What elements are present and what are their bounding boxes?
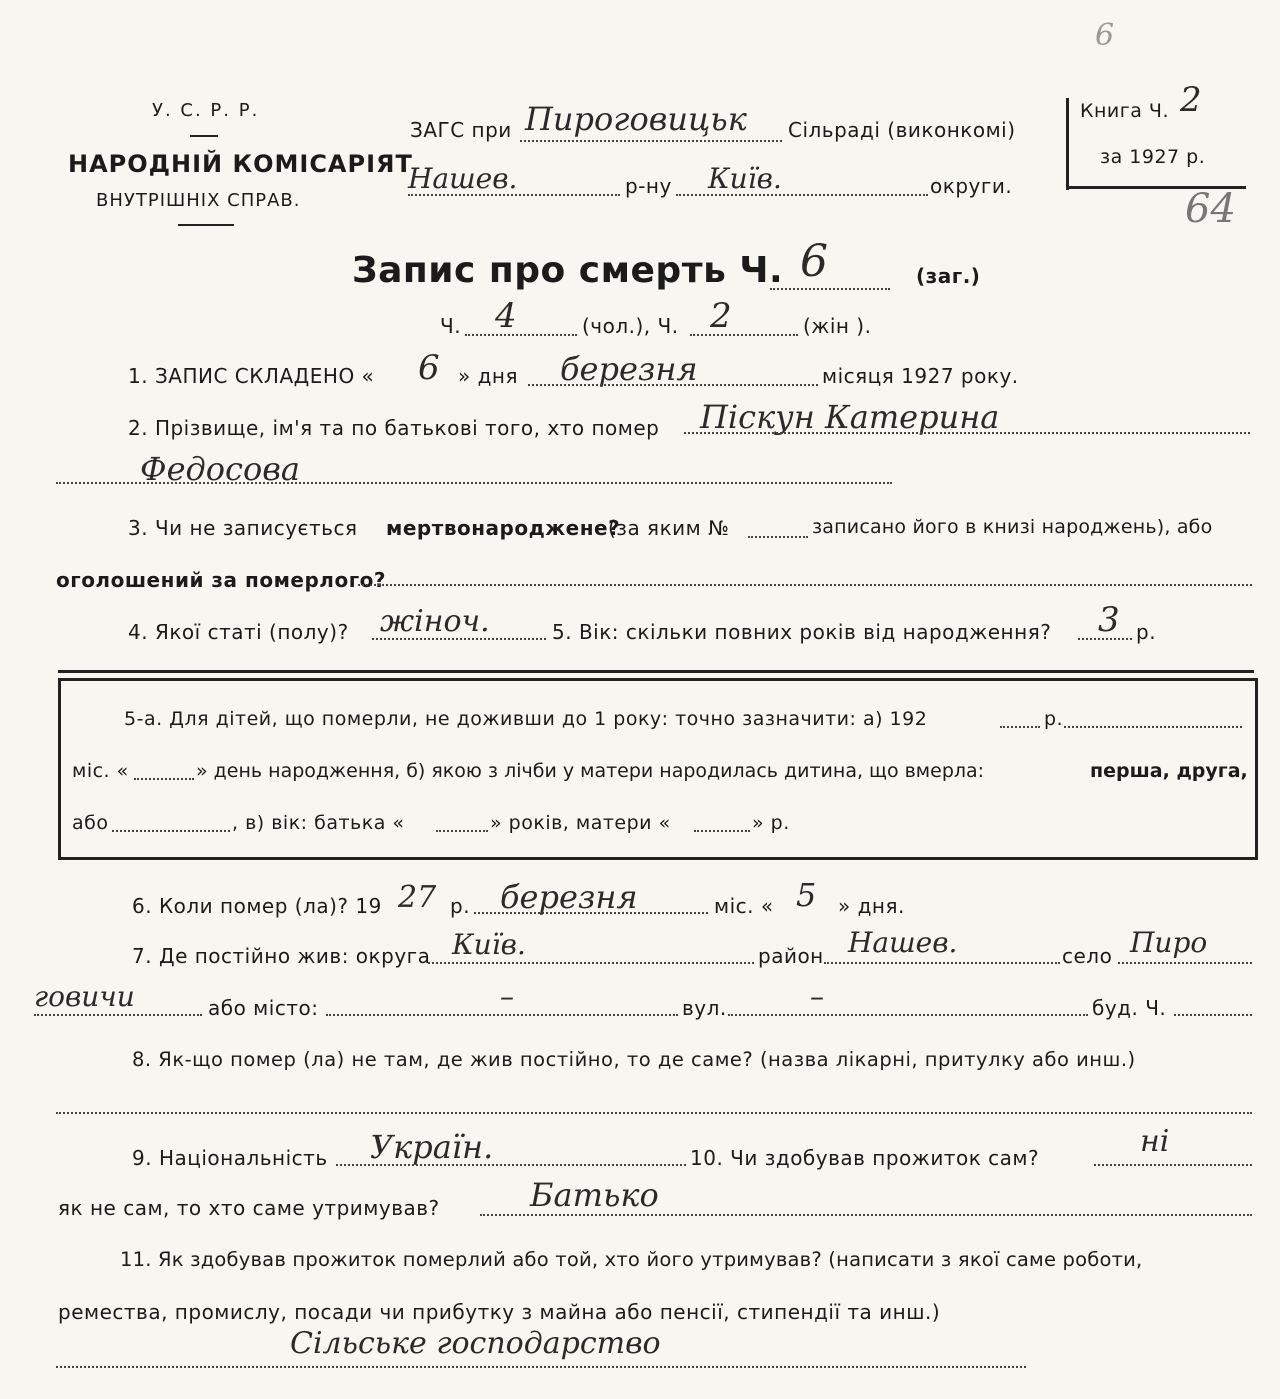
- fill-line: [480, 1214, 1252, 1216]
- fill-line: [684, 432, 1250, 434]
- book-year: за 1927 р.: [1100, 146, 1206, 168]
- q1-month: березня: [560, 350, 698, 388]
- fill-line: [770, 288, 890, 290]
- page-note: 64: [1185, 186, 1236, 232]
- q1-mid: » дня: [458, 364, 519, 388]
- q5a-line1-end: р.: [1044, 708, 1064, 730]
- commissariat-title: НАРОДНІЙ КОМІСАРІЯТ: [68, 150, 413, 178]
- residence-street: –: [810, 980, 824, 1013]
- q4-label: 4. Якої статі (полу)?: [128, 620, 349, 644]
- q3-text-a: 3. Чи не записується: [128, 516, 358, 540]
- record-title: Запис про смерть Ч.: [352, 250, 784, 291]
- divider: [190, 135, 218, 137]
- raion-value: Нашев.: [408, 162, 518, 195]
- q7-selo-label: село: [1062, 944, 1113, 968]
- fill-line: [474, 912, 708, 914]
- q5a-line3-c: » років, матери «: [490, 812, 671, 834]
- okruha-label: округи.: [930, 174, 1013, 198]
- fill-line: [56, 1366, 1026, 1368]
- corner-pencil-note: 6: [1095, 18, 1115, 53]
- republic-label: У. С. Р. Р.: [152, 100, 260, 121]
- q6-month-label: міс. «: [714, 894, 774, 918]
- fill-line: [34, 1014, 202, 1016]
- q7-street-label: вул.: [682, 996, 727, 1020]
- residence-selo-continued: говичи: [34, 980, 135, 1013]
- fill-line: [1078, 638, 1132, 640]
- fill-line: [824, 962, 1060, 964]
- book-label: Книга Ч.: [1080, 100, 1169, 122]
- q7-label: 7. Де постійно жив: округа: [132, 944, 431, 968]
- fill-line: [690, 334, 798, 336]
- death-day: 5: [796, 876, 817, 914]
- section-divider: [58, 670, 1254, 673]
- council-suffix: Сільраді (виконкомі): [788, 118, 1016, 142]
- age-unit: р.: [1136, 620, 1157, 644]
- fill-line: [112, 830, 230, 832]
- book-box-left-border: [1066, 98, 1069, 190]
- deceased-name: Піскун Катерина: [700, 398, 1000, 436]
- residence-selo: Пиро: [1130, 926, 1208, 959]
- fill-line: [134, 778, 194, 780]
- sex-value: жіноч.: [380, 604, 490, 639]
- q1-label: 1. ЗАПИС СКЛАДЕНО «: [128, 364, 375, 388]
- q3-text-b: (за яким №: [608, 516, 730, 540]
- fill-line: [1174, 1014, 1252, 1016]
- q1-suffix: місяця 1927 року.: [822, 364, 1019, 388]
- fill-line: [1000, 726, 1040, 728]
- q11-line1: 11. Як здобував прожиток померлий або той, хто його утримував? (написати з якої саме роботи,: [120, 1248, 1143, 1271]
- female-label: (жін ).: [803, 314, 872, 338]
- q8-label: 8. Як-що помер (ла) не там, де жив постійно, то де саме? (назва лікарні, притулку або инш.): [132, 1048, 1136, 1071]
- fill-line: [528, 384, 818, 386]
- fill-line: [428, 962, 754, 964]
- self-supporting-value: ні: [1140, 1124, 1170, 1159]
- q5-label: 5. Вік: скільки повних років від народження?: [552, 620, 1052, 644]
- q10b-label: як не сам, то хто саме утримував?: [58, 1196, 440, 1220]
- q2-label: 2. Прізвище, ім'я та по батькові того, хто помер: [128, 416, 660, 440]
- village-council-value: Пироговицьк: [525, 100, 747, 138]
- commissariat-subtitle: ВНУТРІШНІХ СПРАВ.: [96, 190, 301, 211]
- q7-city-label: або місто:: [208, 996, 319, 1020]
- q5a-line3-a: або: [72, 812, 109, 834]
- fill-line: [372, 638, 546, 640]
- fill-line: [408, 194, 620, 196]
- q5a-line1: 5-а. Для дітей, що померли, не доживши до 1 року: точно зазначити: а) 192: [124, 708, 928, 730]
- fill-line: [748, 536, 808, 538]
- fill-line: [728, 1014, 1088, 1016]
- q7-house-label: буд. Ч.: [1092, 996, 1167, 1020]
- fill-line: [326, 1014, 678, 1016]
- male-label: (чол.), Ч.: [582, 314, 679, 338]
- q10-label: 10. Чи здобував прожиток сам?: [690, 1146, 1040, 1170]
- q5a-line3-d: » р.: [752, 812, 790, 834]
- death-month: березня: [500, 878, 638, 916]
- residence-raion: Нашев.: [848, 926, 958, 959]
- livelihood-value: Сільське господарство: [290, 1326, 661, 1361]
- fill-line: [436, 830, 488, 832]
- book-number: 2: [1180, 80, 1202, 120]
- record-number: 6: [800, 236, 828, 287]
- age-value: 3: [1098, 600, 1120, 640]
- q6-end: » дня.: [838, 894, 905, 918]
- residence-city: –: [500, 980, 514, 1013]
- deceased-patronymic: Федосова: [140, 450, 300, 488]
- q3-declared-dead: оголошений за померлого?: [56, 568, 386, 592]
- q6-year-unit: р.: [450, 894, 471, 918]
- fill-line: [1094, 1164, 1252, 1166]
- q5a-line2-bold: перша, друга,: [1090, 760, 1248, 782]
- death-year: 27: [398, 880, 437, 915]
- fill-line: [358, 584, 1252, 586]
- male-count-label: Ч.: [440, 314, 462, 338]
- okruha-value: Київ.: [708, 162, 782, 195]
- q7-raion-label: район: [758, 944, 824, 968]
- fill-line: [1118, 962, 1252, 964]
- q5a-line2-a: міс. «: [72, 760, 129, 782]
- fill-line: [56, 482, 892, 484]
- residence-okruha: Київ.: [452, 928, 526, 961]
- q3-text-c: записано його в книзі народжень), або: [812, 516, 1213, 538]
- female-count: 2: [710, 296, 732, 336]
- q11-line2: ремества, промислу, посади чи прибутку з майна або пенсії, стипендії та инш.): [58, 1300, 941, 1324]
- male-count: 4: [495, 296, 517, 336]
- q9-label: 9. Національність: [132, 1146, 328, 1170]
- fill-line: [676, 194, 928, 196]
- fill-line: [1064, 726, 1242, 728]
- q1-day: 6: [418, 348, 440, 388]
- raion-label: р-ну: [625, 174, 672, 198]
- q3-stillborn: мертвонароджене?: [386, 516, 621, 540]
- fill-line: [465, 334, 577, 336]
- zags-label: ЗАГС при: [410, 118, 512, 142]
- nationality-value: Україн.: [370, 1128, 494, 1166]
- divider: [178, 224, 234, 226]
- fill-line: [336, 1164, 686, 1166]
- q5a-line3-b: , в) вік: батька «: [232, 812, 405, 834]
- q6-label: 6. Коли помер (ла)? 19: [132, 894, 382, 918]
- q5a-line2-b: » день народження, б) якою з лічби у матери народилась дитина, що вмерла:: [196, 760, 985, 782]
- fill-line: [694, 830, 750, 832]
- fill-line: [56, 1112, 1252, 1114]
- supporter-value: Батько: [530, 1176, 659, 1214]
- record-suffix: (заг.): [916, 264, 981, 288]
- fill-line: [520, 140, 782, 142]
